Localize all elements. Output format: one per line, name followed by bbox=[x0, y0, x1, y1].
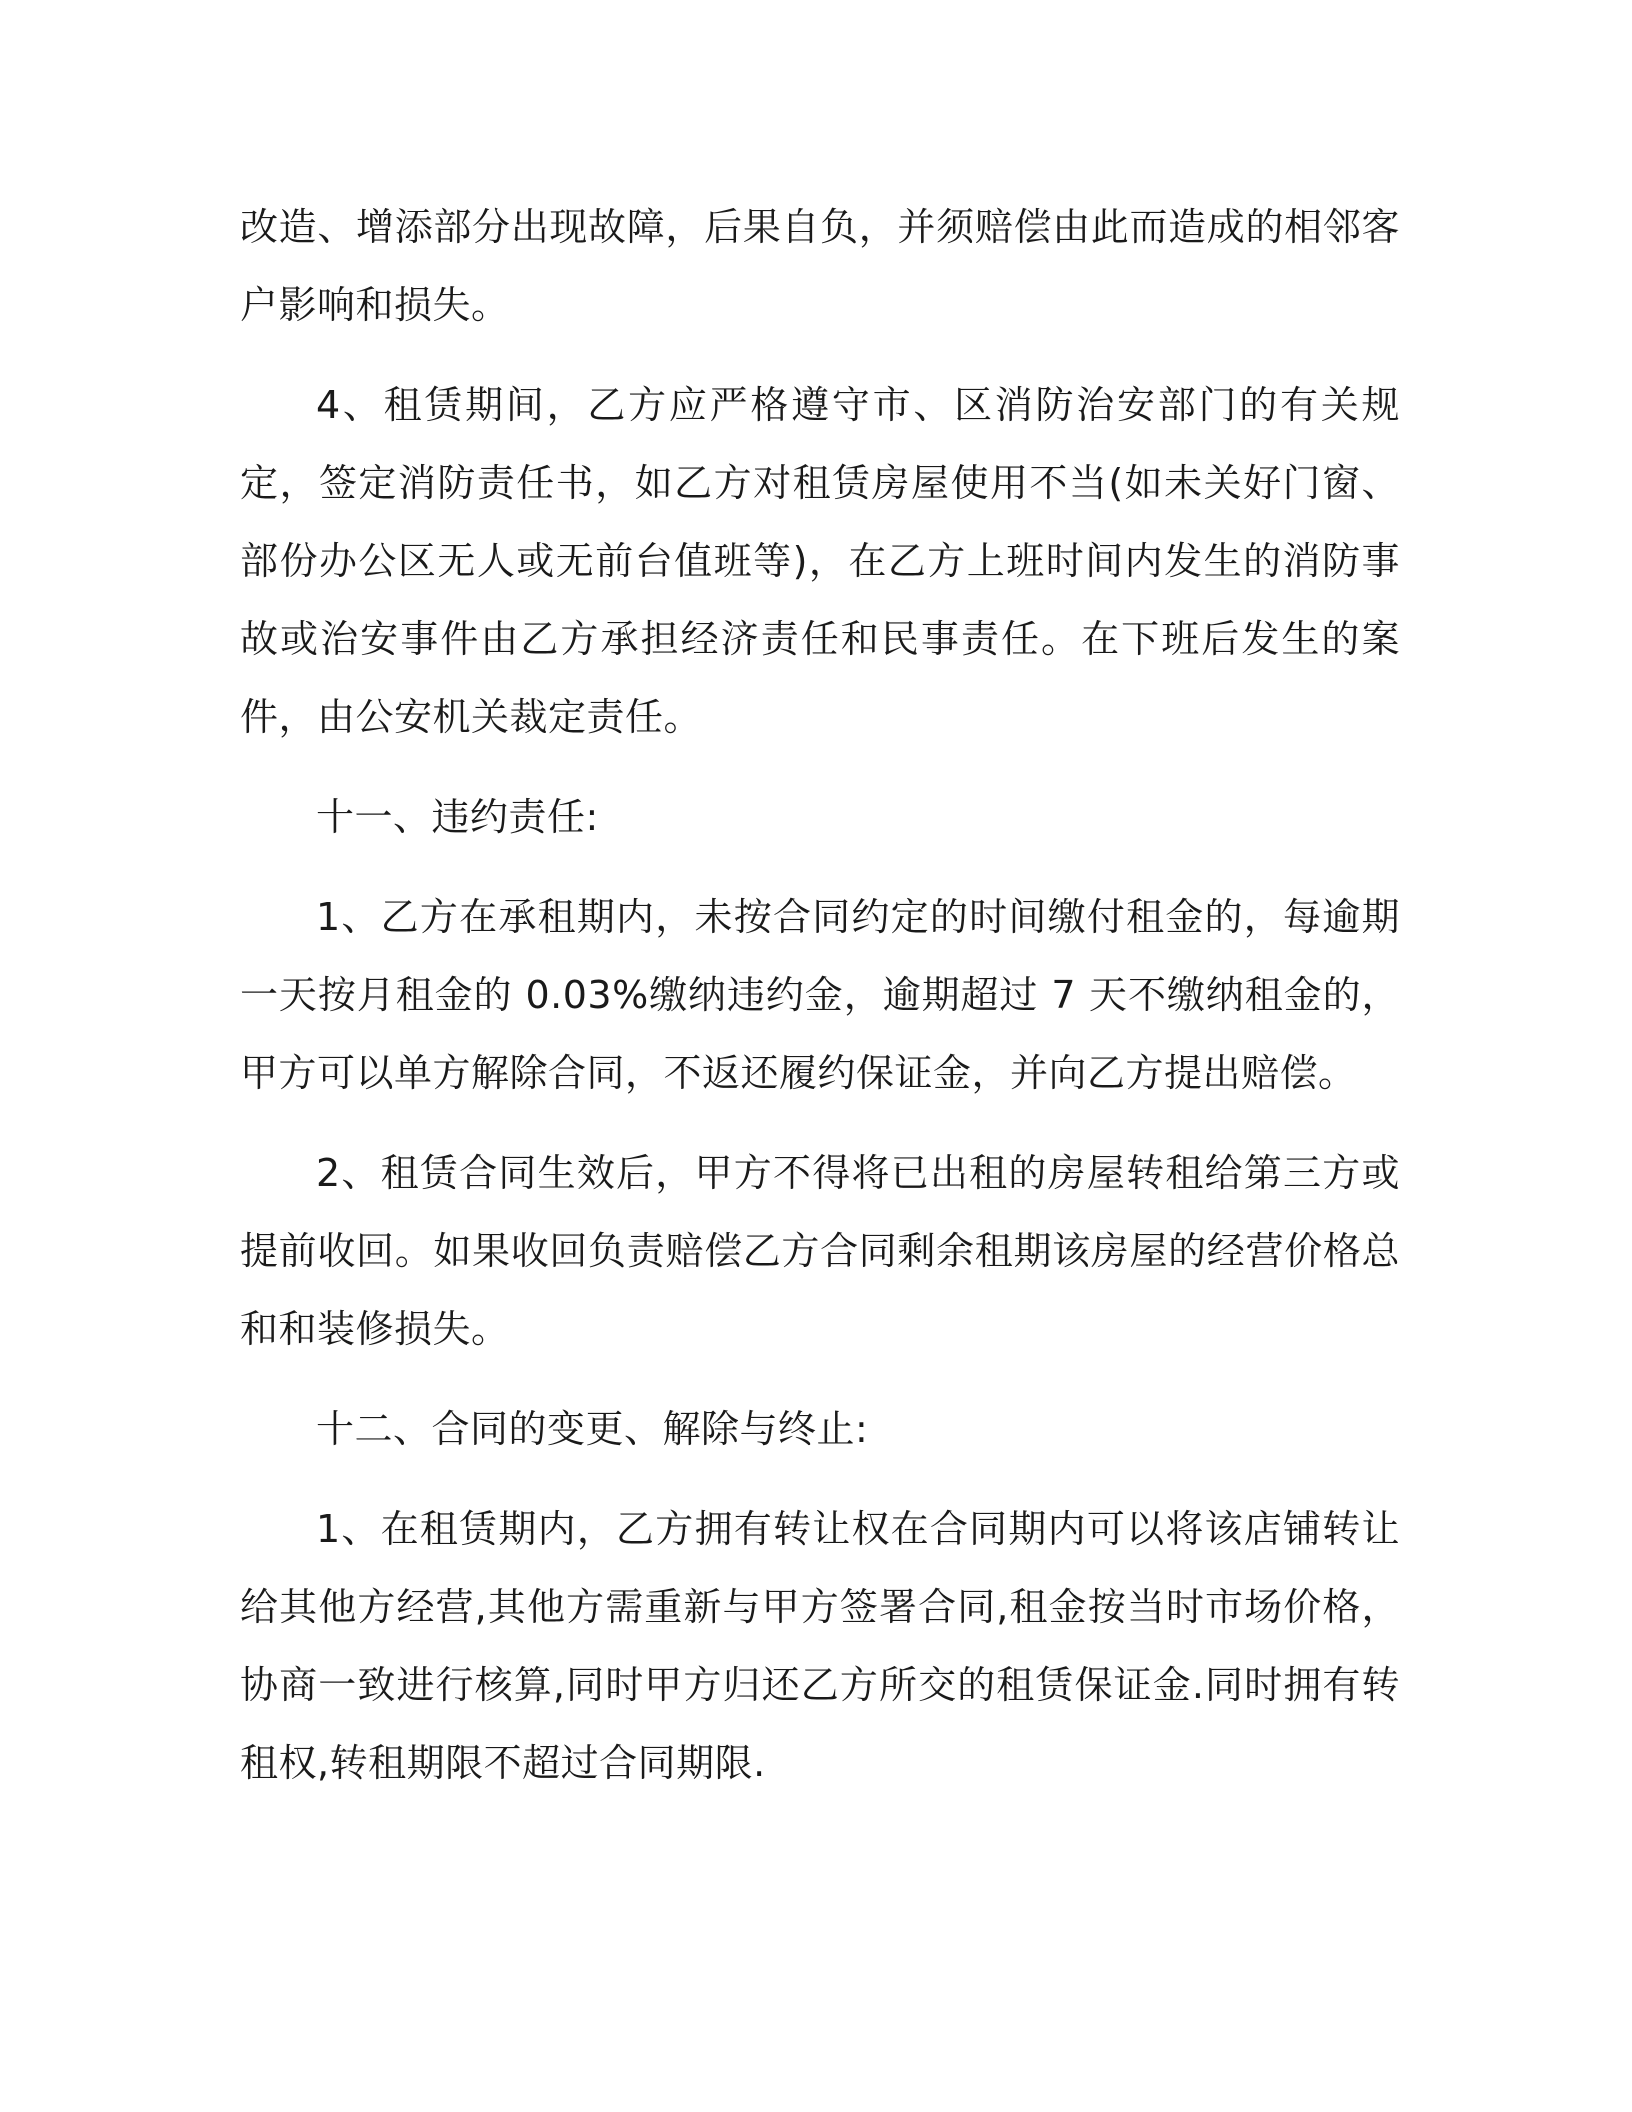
document-body bbox=[240, 188, 1400, 1824]
paragraph-continuation: 改造、增添部分出现故障，后果自负，并须赔偿由此而造成的相邻客户影响和损失。 bbox=[240, 205, 1400, 327]
paragraph-breach-2: 2、租赁合同生效后，甲方不得将已出租的房屋转租给第三方或提前收回。如果收回负责赔偿乙方合同剩余租期该房屋的经营价格总和和装修损失。 bbox=[240, 1151, 1400, 1351]
section-heading-breach: 十一、违约责任: bbox=[316, 795, 599, 839]
paragraph-breach-1: 1、乙方在承租期内，未按合同约定的时间缴付租金的，每逾期一天按月租金的 0.03%缴纳违约金，逾期超过 7 天不缴纳租金的，甲方可以单方解除合同，不返还履约保证金，并向乙方提出赔偿。 bbox=[240, 895, 1400, 1095]
paragraph-clause-4: 4、租赁期间，乙方应严格遵守市、区消防治安部门的有关规定，签定消防责任书，如乙方对租赁房屋使用不当(如未关好门窗、部份办公区无人或无前台值班等)，在乙方上班时间内发生的消防事故或治安事件由乙方承担经济责任和民事责任。在下班后发生的案件，由公安机关裁定责任。 bbox=[240, 383, 1400, 739]
paragraph-change-1: 1、在租赁期内，乙方拥有转让权在合同期内可以将该店铺转让给其他方经营,其他方需重新与甲方签署合同,租金按当时市场价格，协商一致进行核算,同时甲方归还乙方所交的租赁保证金.同时拥有转租权,转租期限不超过合同期限. bbox=[240, 1507, 1400, 1785]
section-heading-change: 十二、合同的变更、解除与终止: bbox=[316, 1407, 869, 1451]
